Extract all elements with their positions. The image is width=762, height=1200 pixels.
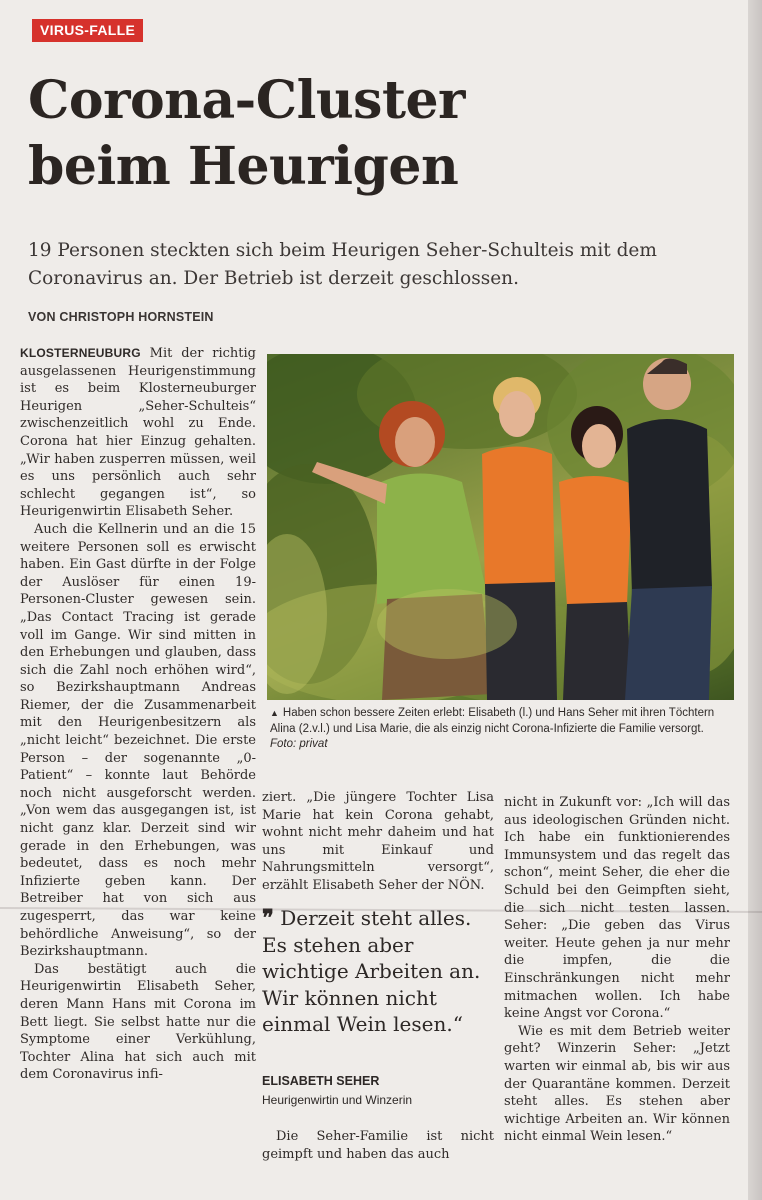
family-photo-image [267, 354, 734, 700]
column-2 [262, 789, 494, 895]
dateline: KLOSTERNEUBURG [20, 346, 141, 360]
quote-mark-icon: ❞ [262, 905, 274, 931]
quote-author-role: Heurigenwirtin und Winzerin [262, 1093, 413, 1107]
column-2-paragraph: Die Seher-Familie ist nicht geimpft und haben das auch [262, 1129, 494, 1162]
column-1-text: Mit der richtig ausgelassenen Heurigenstimmung ist es beim Klosterneuburger Heurigen „Seher-Schulteis“ zwischenzeitlich wohl zu Ende. Corona hat hier Einzug gehalten. „Wir haben zusperren müssen, weil es uns persönlich auch sehr schlecht gegangen ist“, so Heurigenwirtin Elisabeth Seher. [20, 346, 256, 520]
headline [28, 68, 728, 200]
photo-credit: Foto: privat [270, 738, 328, 750]
headline-line1: Corona-Cluster [28, 70, 465, 131]
column-2-continued [262, 1128, 494, 1163]
column-1-paragraph: Auch die Kellnerin und an die 15 weitere Personen soll es erwischt haben. Ein Gast dürfte in der Folge der Auslöser für einen 19-Personen-Cluster gewesen sein. „Das Contact Tracing ist gerade voll im Gange. Wir sind mitten in den Erhebungen und glauben, dass sich die Zahl noch erhöhen wird“, so Bezirkshauptmann Andreas Riemer, der die Zusammenarbeit mit den Heurigenbesitzern als „nicht leicht“ bezeichnet. Die erste Person – der sogenannte „0-Patient“ – konnte laut Behörde noch nicht ausgeforscht werden. „Von wem das ausgegangen ist, ist nicht ganz klar. Derzeit sind wir gerade in den Erhebungen, was bedeutet, dass es noch mehr Infizierte geben kann. Der Betreiber hat von sich aus zugesperrt, das war keine behördliche Anweisung“, so der Bezirkshauptmann. [20, 521, 256, 960]
column-3-paragraph: nicht in Zukunft vor: „Ich will das aus ideologischen Gründen nicht. Ich habe ein funktionierendes Immunsystem und das regelt das schon“, meint Seher, die eher die Schuld bei den Geimpften sieht, die sich nicht testen lassen. Seher: „Die geben das Virus weiter. Heute gehen ja nur mehr die impfen, die die Einschränkungen nicht mehr mitmachen wollen. Ich habe keine Angst vor Corona.“ [504, 795, 730, 1022]
pull-quote [262, 905, 494, 1038]
family-photo [267, 354, 734, 700]
column-1 [20, 345, 256, 1084]
caption-triangle-icon: ▲ [270, 708, 279, 718]
column-1-paragraph: Das bestätigt auch die Heurigenwirtin Elisabeth Seher, deren Mann Hans mit Corona im Bett liegt. Sie selbst hatte nur die Symptome einer Verkühlung, Tochter Alina hat sich auch mit dem Coronavirus infi- [20, 961, 256, 1083]
caption-text: Haben schon bessere Zeiten erlebt: Elisabeth (l.) und Hans Seher mit ihren Töchtern Alina (2.v.l.) und Lisa Marie, die als einzig nicht Corona-Infizierte die Familie versorgt. [270, 707, 715, 735]
headline-line2: beim Heurigen [28, 136, 459, 197]
column-3-paragraph: Wie es mit dem Betrieb weiter geht? Winzerin Seher: „Jetzt warten wir einmal ab, bis wir aus der Quarantäne kommen. Derzeit steht alles. Es stehen aber wichtige Arbeiten an. Wir können nicht einmal Wein lesen.“ [504, 1023, 730, 1145]
column-3 [504, 794, 730, 1146]
byline: VON CHRISTOPH HORNSTEIN [28, 310, 214, 324]
quote-author: ELISABETH SEHER [262, 1074, 380, 1088]
pull-quote-text: Derzeit steht alles. Es stehen aber wichtige Arbeiten an. Wir können nicht einmal Wein lesen.“ [262, 906, 481, 1036]
dek: 19 Personen steckten sich beim Heurigen Seher-Schulteis mit dem Coronavirus an. Der Betrieb ist derzeit geschlossen. [28, 240, 657, 289]
page-edge [748, 0, 762, 1200]
section-tag: VIRUS-FALLE [32, 19, 143, 42]
column-1-paragraph [20, 345, 256, 521]
column-2-paragraph: ziert. „Die jüngere Tochter Lisa Marie hat kein Corona gehabt, wohnt nicht mehr daheim und hat uns mit Einkauf und Nahrungsmitteln versorgt“, erzählt Elisabeth Seher der NÖN. [262, 790, 494, 893]
photo-caption [270, 706, 732, 753]
